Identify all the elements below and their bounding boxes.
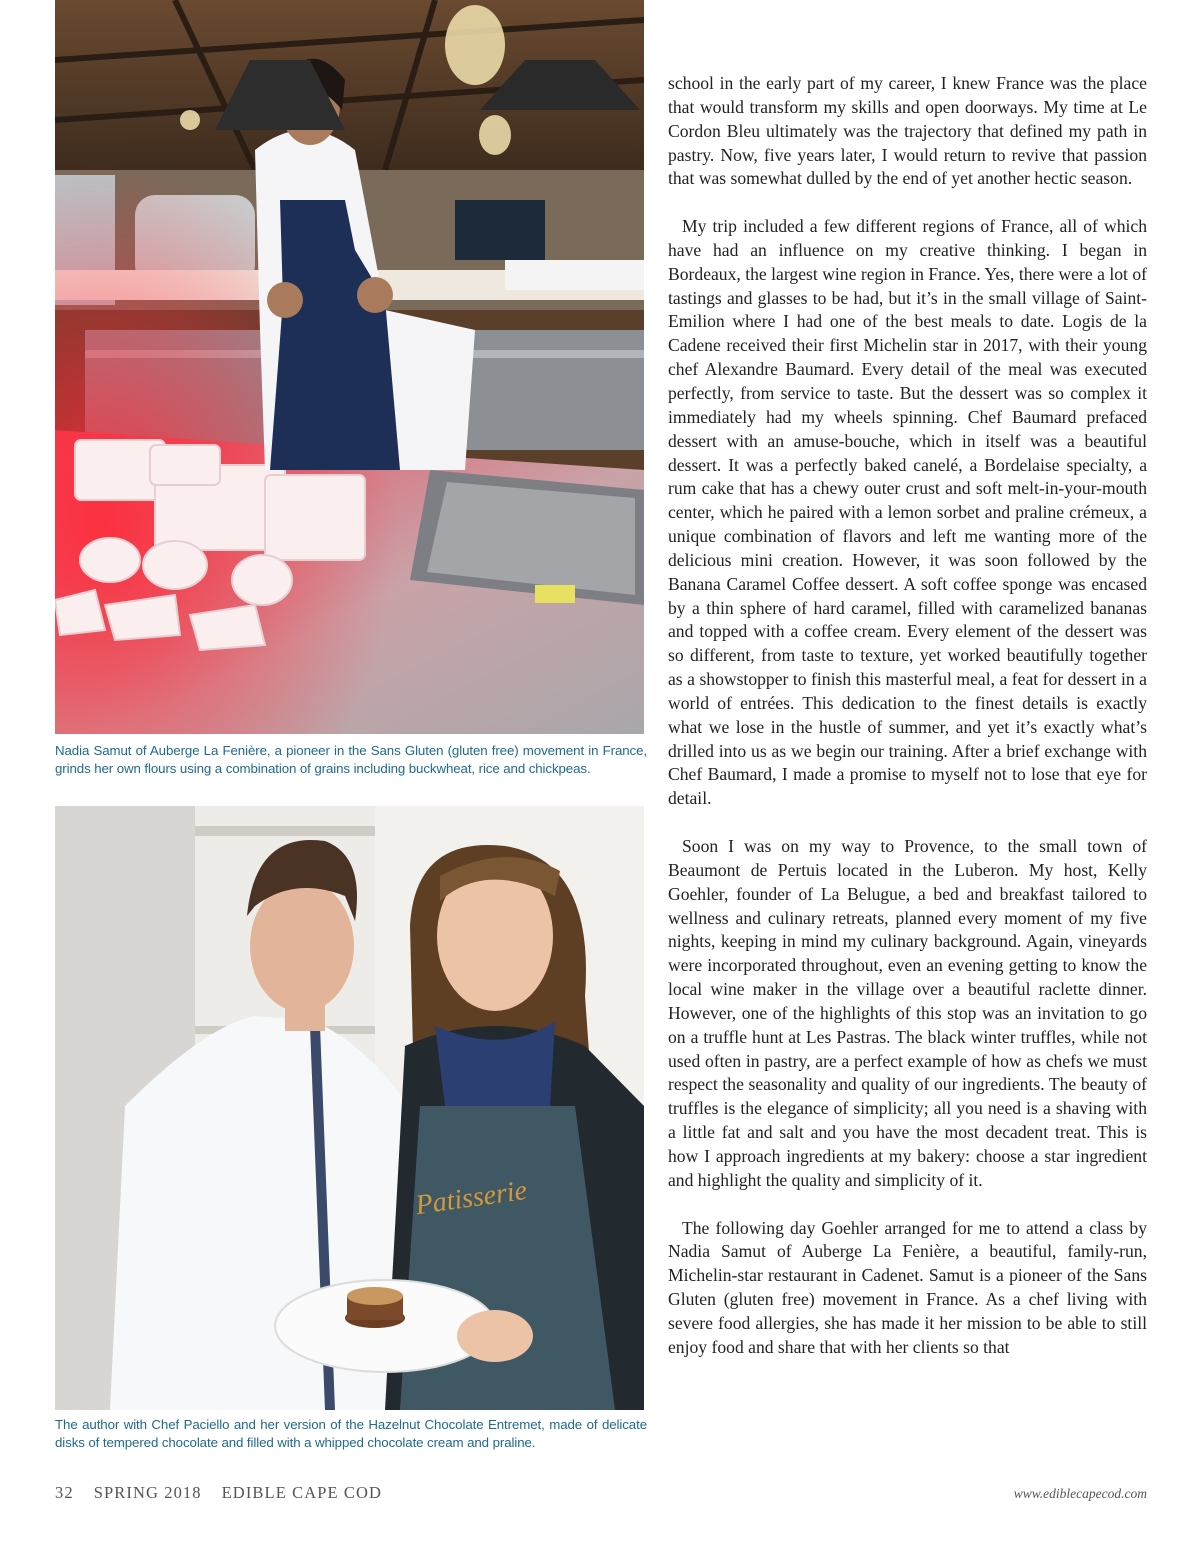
page-footer <box>55 1483 402 1503</box>
photo-caption-chef: Nadia Samut of Auberge La Fenière, a pioneer in the Sans Gluten (gluten free) movement in France, grinds her own flours using a combination of grains including buckwheat, rice and chickpeas. <box>55 743 647 776</box>
kitchen-illustration <box>55 0 644 734</box>
apron-text: Patisserie <box>413 1174 529 1222</box>
page-number: 32 <box>55 1483 74 1502</box>
website-link[interactable]: www.ediblecapecod.com <box>1013 1486 1147 1501</box>
portrait-illustration <box>55 806 644 1410</box>
article-body <box>668 72 1147 1360</box>
photo-chef-kitchen <box>55 0 644 734</box>
article-paragraph: Soon I was on my way to Provence, to the small town of Beaumont de Pertuis located in the Luberon. My host, Kelly Goehler, founder of La Belugue, a bed and breakfast tailored to wellness and culinary retreats, planned every moment of my five nights, keeping in mind my culinary background. Again, vineyards were incorporated throughout, even an evening getting to know the local wine maker in the village over a beautiful raclette dinner. However, one of the highlights of this stop was an invitation to go on a truffle hunt at Les Pastras. The black winter truffles, while not used often in pastry, are a perfect example of how as chefs we must respect the seasonality and quality of our ingredients. The beauty of truffles is the elegance of simplicity; all you need is a shaving with a little fat and salt and you have the most decadent treat. This is how I approach ingredients at my bakery: choose a star ingredient and highlight the quality and simplicity of it. <box>668 836 1147 1190</box>
photo-author-with-chef <box>55 806 644 1410</box>
article-paragraph: The following day Goehler arranged for me to attend a class by Nadia Samut of Auberge La Fenière, a beautiful, family-run, Michelin-star restaurant in Cadenet. Samut is a pioneer of the Sans Gluten (gluten free) movement in France. As a chef living with severe food allergies, she has made it her mission to be able to still enjoy food and share that with her clients so that <box>668 1217 1147 1357</box>
publication-name: EDIBLE CAPE COD <box>221 1483 383 1502</box>
article-paragraph: My trip included a few different regions of France, all of which have had an influence on my creative thinking. I began in Bordeaux, the largest wine region in France. Yes, there were a lot of tastings and glasses to be had, but it’s in the small village of Saint-Emilion where I had one of the best meals to date. Logis de la Cadene received their first Michelin star in 2017, with their young chef Alexandre Baumard. Every detail of the meal was executed perfectly, from service to taste. But the dessert was so complex it immediately had my wheels spinning. Chef Baumard prefaced dessert with an amuse-bouche, which in itself was a beautiful dessert. It was a perfectly baked canelé, a Bordelaise specialty, a rum cake that has a chewy outer crust and soft melt-in-your-mouth center, which he paired with a lemon sorbet and praline crémeux, a unique combination of flavors and left me wanting more of the delicious mini creation. However, it was soon followed by the Banana Caramel Coffee dessert. A soft coffee sponge was encased by a thin sphere of hard caramel, filled with caramelized bananas and topped with a coffee cream. Every element of the dessert was so different, from taste to texture, yet worked beautifully together as a showstopper to finish this masterful meal, a feat for dessert in a world of entrées. This dedication to the finest details is exactly what we lose in the hustle of summer, and yet it’s exactly what’s drilled into us as we begin our training. After a brief exchange with Chef Baumard, I made a promise to myself not to lose that eye for detail. <box>668 216 1147 809</box>
article-paragraph: school in the early part of my career, I knew France was the place that would transform my skills and open doorways. My time at Le Cordon Bleu ultimately was the trajectory that defined my path in pastry. Now, five years later, I would return to revive that passion that was somewhat dulled by the end of yet another hectic season. <box>668 73 1147 189</box>
photo-caption-author: The author with Chef Paciello and her version of the Hazelnut Chocolate Entremet, made of delicate disks of tempered chocolate and filled with a whipped chocolate cream and praline. <box>55 1417 647 1450</box>
issue-label: SPRING 2018 <box>93 1483 202 1502</box>
